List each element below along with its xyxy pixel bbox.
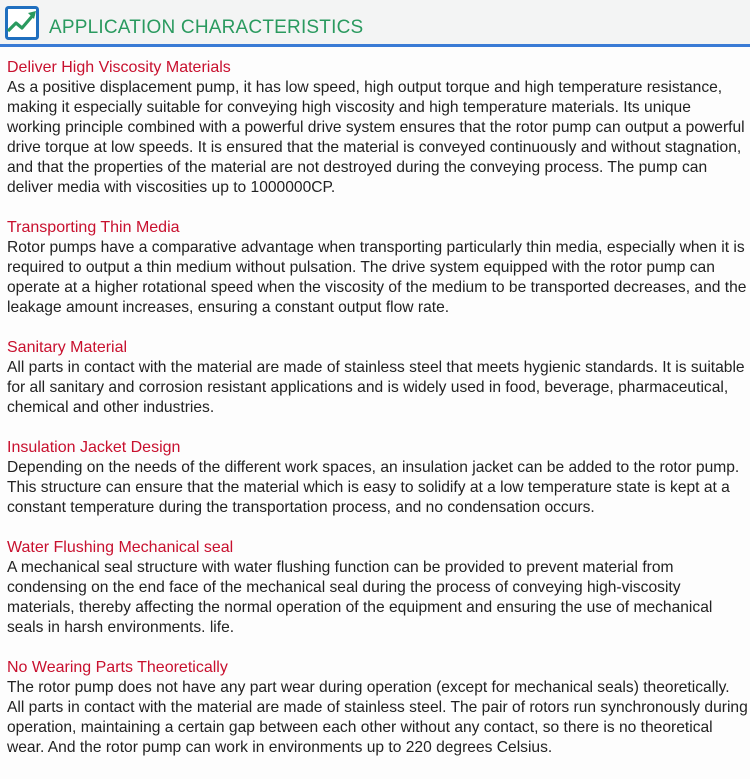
section-body: A mechanical seal structure with water flushing function can be provided to prevent material from condensing on the end face of the mechanical seal during the process of conveying high-viscosity materials, thereby affecting the normal operation of the equipment and ensuring the use of mechanical seals in harsh environments. life. — [7, 559, 713, 636]
page-title: APPLICATION CHARACTERISTICS — [49, 17, 364, 38]
characteristic-section — [7, 438, 748, 518]
section-title: No Wearing Parts Theoretically — [7, 659, 228, 676]
section-title: Sanitary Material — [7, 339, 128, 356]
section-title: Deliver High Viscosity Materials — [7, 59, 231, 76]
section-title: Transporting Thin Media — [7, 219, 180, 236]
section-body: Rotor pumps have a comparative advantage when transporting particularly thin media, especially when it is required to output a thin medium without pulsation. The drive system equipped with the rotor pump can operate at a higher rotational speed when the viscosity of the medium to be transported decreases, and the leakage amount increases, ensuring a constant output flow rate. — [7, 239, 747, 316]
section-title: Insulation Jacket Design — [7, 439, 181, 456]
chart-trend-icon — [5, 6, 39, 40]
section-body: The rotor pump does not have any part wear during operation (except for mechanical seals) theoretically. All parts in contact with the material are made of stainless steel. The pair of rotors run synchronously during operation, maintaining a certain gap between each other without any contact, so there is no theoretical wear. And the rotor pump can work in environments up to 220 degrees Celsius. — [7, 679, 748, 756]
characteristic-section — [7, 218, 748, 318]
section-header — [0, 0, 750, 45]
characteristic-section — [7, 338, 748, 418]
section-body: All parts in contact with the material are made of stainless steel that meets hygienic standards. It is suitable for all sanitary and corrosion resistant applications and is widely used in food, beverage, pharmaceutical, chemical and other industries. — [7, 359, 745, 416]
section-body: As a positive displacement pump, it has low speed, high output torque and high temperature resistance, making it especially suitable for conveying high viscosity and high temperature materials. Its unique working principle combined with a powerful drive system ensures that the rotor pump can output a powerful drive torque at low speeds. It is ensured that the material is conveyed continuously and without stagnation, and that the properties of the material are not destroyed during the conveying process. The pump can deliver media with viscosities up to 1000000CP. — [7, 79, 745, 196]
characteristic-section — [7, 58, 748, 198]
characteristic-section — [7, 538, 748, 638]
section-body: Depending on the needs of the different work spaces, an insulation jacket can be added to the rotor pump. This structure can ensure that the material which is easy to solidify at a low temperature state is kept at a constant temperature during the transportation process, and no condensation occurs. — [7, 459, 740, 516]
section-title: Water Flushing Mechanical seal — [7, 539, 234, 556]
header-divider — [0, 44, 750, 47]
characteristic-section — [7, 658, 748, 758]
characteristics-list — [7, 58, 748, 778]
